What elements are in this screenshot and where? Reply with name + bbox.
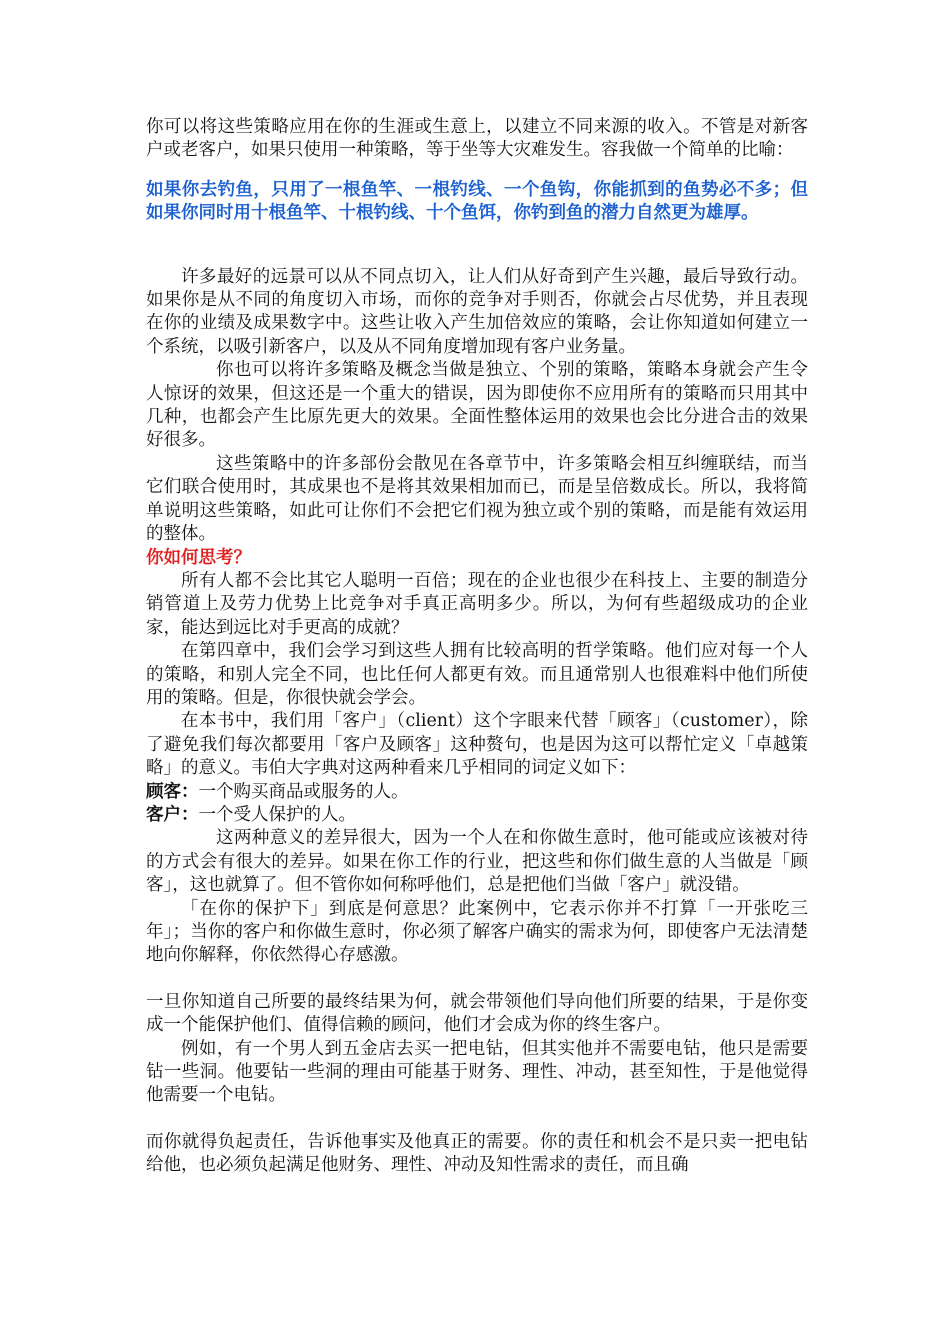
document-page (146, 116, 808, 1178)
paragraph-gap (146, 968, 808, 991)
paragraph-client-definition: 在本书中，我们用「客户」（client）这个字眼来代替「顾客」（customer），除了避免我们每次都要用「客户及顾客」这种赘句，也是因为这可以帮忙定义「卓越策略」的意义。韦伯大字典对这两种看来几乎相同的词定义如下： (146, 711, 808, 779)
definition-term: 顾客： (146, 781, 199, 802)
paragraph-strategies-independent: 你也可以将许多策略及概念当做是独立、个别的策略，策略本身就会产生令人惊讶的效果，但这还是一个重大的错误，因为即使你不应用所有的策略而只用其中几种，也都会产生比原先更大的效果。全面性整体运用的效果也会比分进合击的效果好很多。 (146, 360, 808, 451)
paragraph-intro: 你可以将这些策略应用在你的生涯或生意上，以建立不同来源的收入。不管是对新客户或老客户，如果只使用一种策略，等于坐等大灾难发生。容我做一个简单的比喻： (146, 117, 808, 161)
paragraph-perspectives: 许多最好的远景可以从不同点切入，让人们从好奇到产生兴趣，最后导致行动。如果你是从不同的角度切入市场，而你的竞争对手则否，你就会占尽优势，并且表现在你的业绩及成果数字中。这些让收入产生加倍效应的策略，会让你知道如何建立一个系统，以吸引新客户，以及从不同角度增加现有客户业务量。 (146, 266, 808, 357)
definition-client (146, 804, 808, 827)
definition-customer (146, 781, 808, 804)
definition-term: 客户： (146, 804, 199, 825)
paragraph-protection: 「在你的保护下」到底是何意思？此案例中，它表示你并不打算「一开张吃三年」；当你的客户和你做生意时，你必须了解客户确实的需求为何，即使客户无法清楚地向你解释，你依然得心存感激。 (146, 898, 808, 966)
definition-text: 一个受人保护的人。 (198, 804, 356, 825)
paragraph-strategies-combined: 这些策略中的许多部份会散见在各章节中，许多策略会相互纠缠联结，而当它们联合使用时，其成果也不是将其效果相加而已，而是呈倍数成长。所以，我将简单说明这些策略，如此可让你们不会把它们视为独立或个别的策略，而是能有效运用的整体。 (146, 453, 808, 545)
definition-text: 一个购买商品或服务的人。 (198, 781, 409, 802)
fishing-quote: 如果你去钓鱼，只用了一根鱼竿、一根钓线、一个鱼钩，你能抓到的鱼势必不多；但如果你同时用十根鱼竿、十根钓线、十个鱼饵，你钓到鱼的潜力自然更为雄厚。 (146, 179, 808, 224)
paragraph-gap (146, 1108, 808, 1131)
section-heading: 你如何思考？ (146, 547, 251, 568)
paragraph-chapter-four: 在第四章中，我们会学习到这些人拥有比较高明的哲学策略。他们应对每一个人的策略，和别人完全不同，也比任何人都更有效。而且通常别人也很难料中他们所使用的策略。但是，你很快就会学会。 (146, 641, 808, 708)
paragraph-difference: 这两种意义的差异很大，因为一个人在和你做生意时，他可能或应该被对待的方式会有很大的差异。如果在你工作的行业，把这些和你们做生意的人当做是「顾客」，这也就算了。但不管你如何称呼他们，总是把他们当做「客户」就没错。 (146, 828, 808, 896)
paragraph-trusted-advisor: 一旦你知道自己所要的最终结果为何，就会带领他们导向他们所要的结果，于是你变成一个能保护他们、值得信赖的顾问，他们才会成为你的终生客户。 (146, 991, 808, 1036)
paragraph-drill-example: 例如，有一个男人到五金店去买一把电钻，但其实他并不需要电钻，他只是需要钻一些洞。他要钻一些洞的理由可能基于财务、理性、冲动，甚至知性，于是他觉得他需要一个电钻。 (146, 1038, 808, 1106)
paragraph-entrepreneurs: 所有人都不会比其它人聪明一百倍；现在的企业也很少在科技上、主要的制造分销管道上及劳力优势上比竞争对手真正高明多少。所以，为何有些超级成功的企业家，能达到远比对手更高的成就？ (146, 570, 808, 638)
paragraph-responsibility: 而你就得负起责任，告诉他事实及他真正的需要。你的责任和机会不是只卖一把电钻给他，也必须负起满足他财务、理性、冲动及知性需求的责任，而且确 (146, 1131, 808, 1176)
